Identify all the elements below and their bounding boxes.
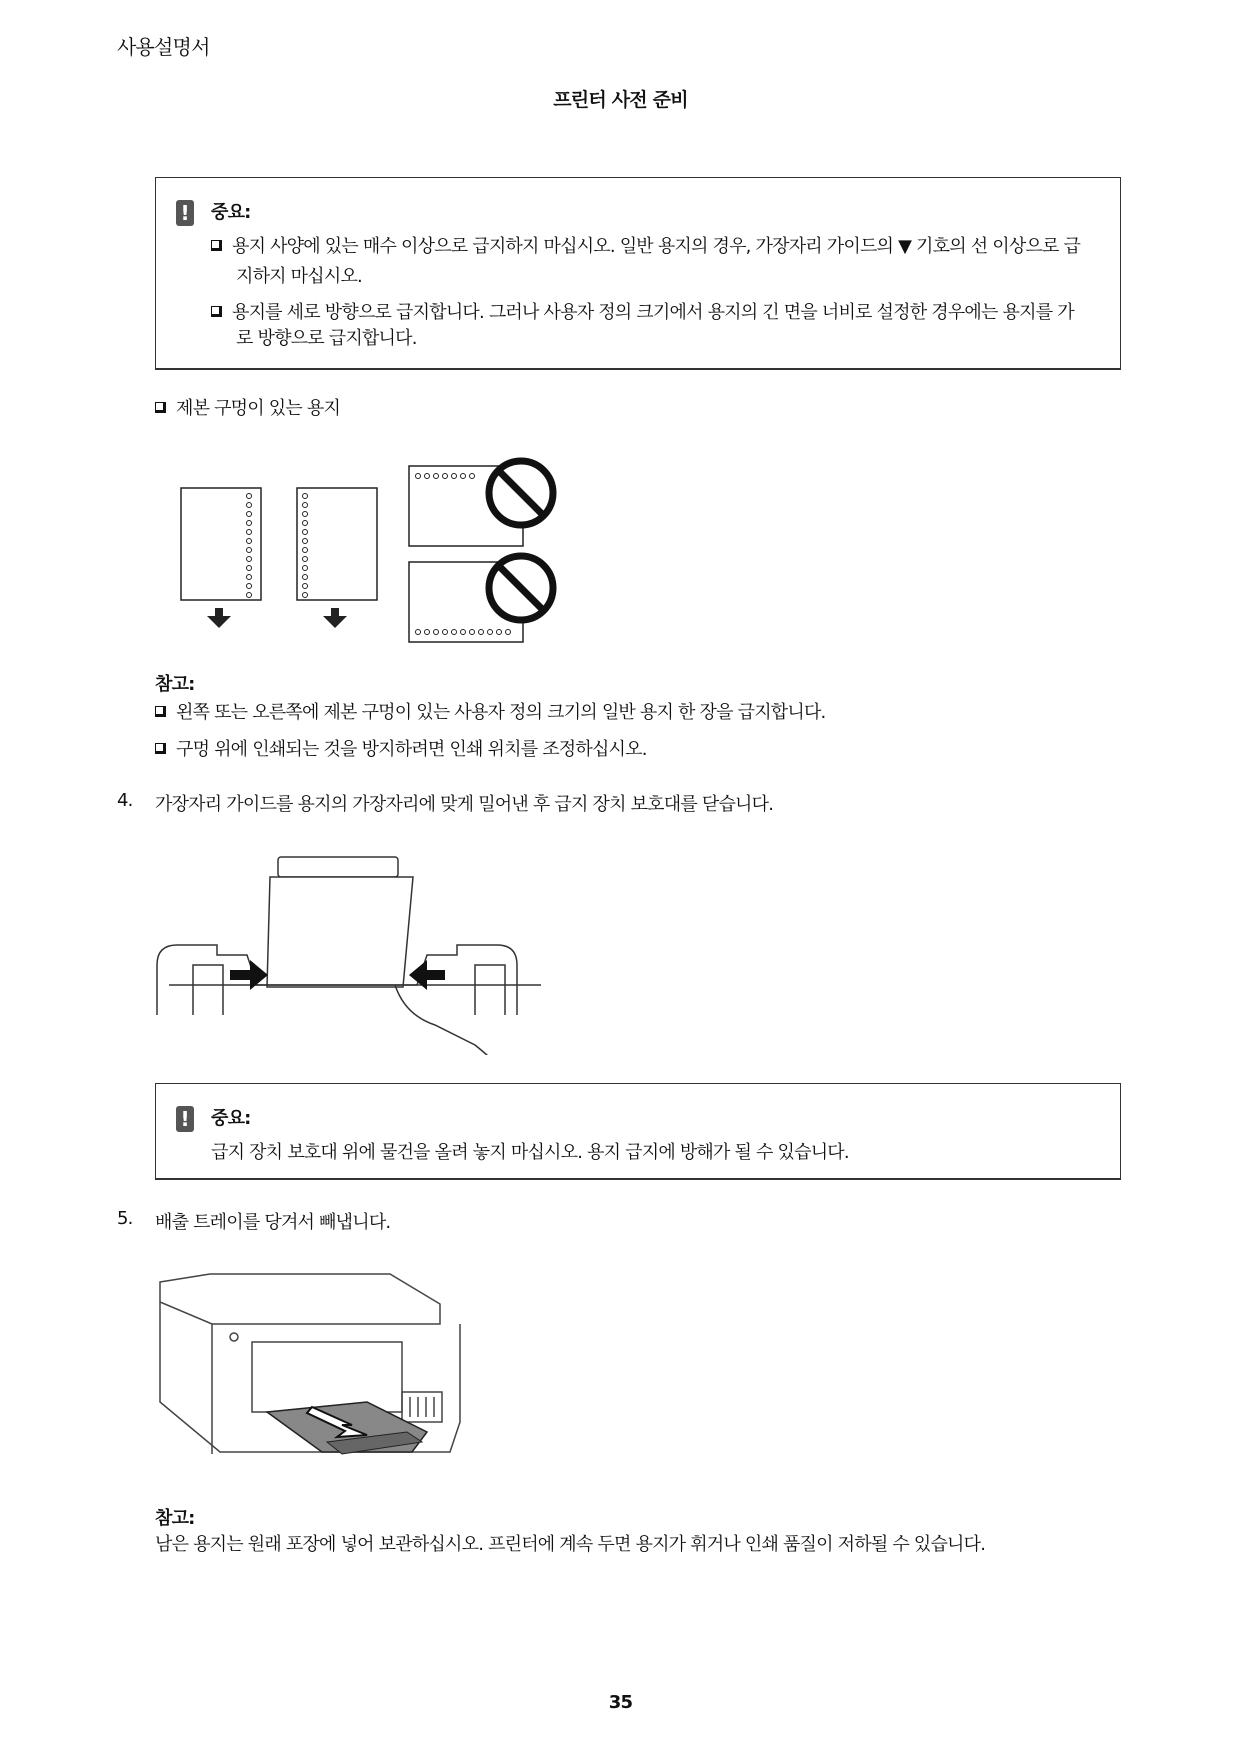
triangle-down-icon: ▼ bbox=[898, 236, 912, 257]
page-number: 35 bbox=[608, 1692, 633, 1713]
warning-icon: ! bbox=[176, 200, 194, 226]
checkbox-bullet-icon bbox=[211, 306, 222, 317]
important-text: 급지 장치 보호대 위에 물건을 올려 놓지 마십시오. 용지 급지에 방해가 될 수 있습니다. bbox=[211, 1142, 849, 1163]
step-number: 4. bbox=[117, 790, 133, 811]
step-number: 5. bbox=[117, 1208, 133, 1229]
document-title: 사용설명서 bbox=[117, 35, 210, 59]
step-text: 가장자리 가이드를 용지의 가장자리에 맞게 밀어낸 후 급지 장치 보호대를 닫습니다. bbox=[155, 794, 774, 815]
list-item: 용지를 세로 방향으로 급지합니다. 그러나 사용자 정의 크기에서 용지의 긴 면을 너비로 설정한 경우에는 용지를 가 로 방향으로 급지합니다. bbox=[211, 300, 1074, 352]
binding-holes-illustration bbox=[175, 450, 575, 650]
important-box bbox=[155, 177, 1121, 370]
note-label: 참고: bbox=[155, 1508, 195, 1529]
printer-output-tray-illustration bbox=[152, 1262, 472, 1477]
list-item: 왼쪽 또는 오른쪽에 제본 구멍이 있는 사용자 정의 크기의 일반 용지 한 장을 급지합니다. bbox=[155, 698, 825, 728]
step-text: 배출 트레이를 당겨서 빼냅니다. bbox=[155, 1212, 391, 1233]
important-label: 중요: bbox=[211, 202, 251, 223]
checkbox-bullet-icon bbox=[211, 240, 222, 251]
list-item: 제본 구멍이 있는 용지 bbox=[155, 394, 340, 424]
list-item: 구멍 위에 인쇄되는 것을 방지하려면 인쇄 위치를 조정하십시오. bbox=[155, 735, 647, 765]
checkbox-bullet-icon bbox=[155, 743, 166, 754]
important-label: 중요: bbox=[211, 1108, 251, 1129]
warning-icon: ! bbox=[176, 1106, 194, 1132]
edge-guide-illustration bbox=[155, 855, 555, 1055]
checkbox-bullet-icon bbox=[155, 402, 166, 413]
section-title: 프린터 사전 준비 bbox=[553, 89, 688, 111]
checkbox-bullet-icon bbox=[155, 706, 166, 717]
list-item: 용지 사양에 있는 매수 이상으로 급지하지 마십시오. 일반 용지의 경우, 가장자리 가이드의 ▼ 기호의 선 이상으로 급 지하지 마십시오. bbox=[211, 232, 1080, 292]
important-box bbox=[155, 1083, 1121, 1180]
note-label: 참고: bbox=[155, 674, 195, 695]
note-text: 남은 용지는 원래 포장에 넣어 보관하십시오. 프린터에 계속 두면 용지가 휘거나 인쇄 품질이 저하될 수 있습니다. bbox=[155, 1534, 986, 1555]
